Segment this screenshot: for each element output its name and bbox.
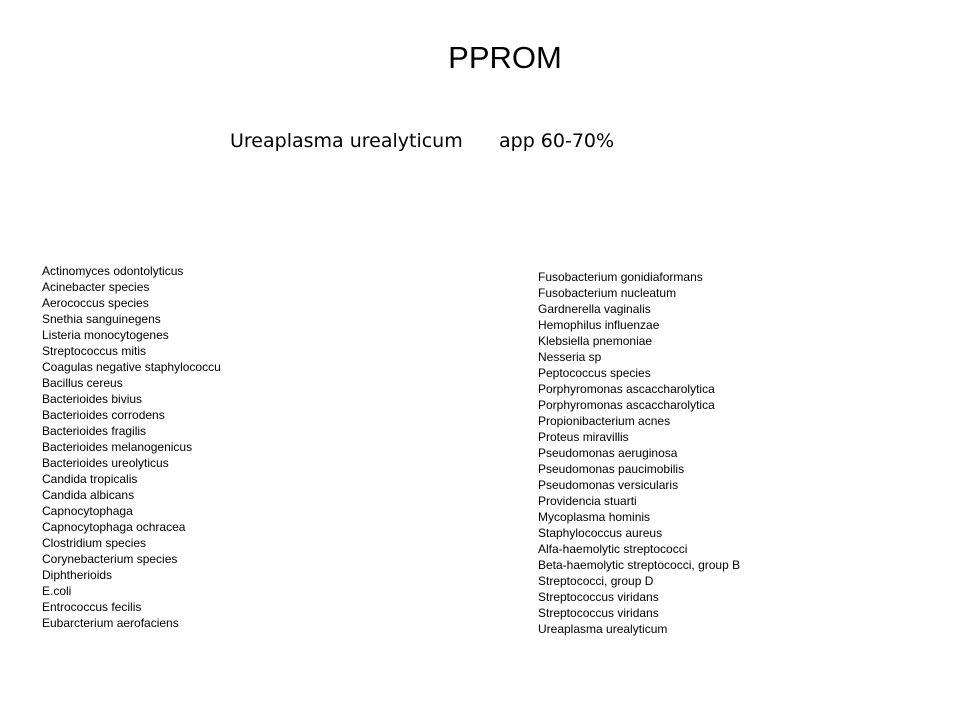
organism-list-item: Diphtherioids bbox=[42, 568, 113, 582]
organism-list-item: Corynebacterium species bbox=[42, 552, 178, 566]
organism-list-item: Gardnerella vaginalis bbox=[538, 302, 651, 316]
organism-list-item: Bacterioides corrodens bbox=[42, 408, 165, 422]
organism-list-item: Candida albicans bbox=[42, 488, 135, 502]
organism-list-item: Bacillus cereus bbox=[42, 376, 123, 390]
organism-list-item: Porphyromonas ascaccharolytica bbox=[538, 398, 715, 412]
organism-list-item: Listeria monocytogenes bbox=[42, 328, 169, 342]
organism-list-item: Mycoplasma hominis bbox=[538, 510, 651, 524]
organism-list-item: Providencia stuarti bbox=[538, 494, 637, 508]
slide-subtitle bbox=[230, 126, 615, 156]
organism-list-item: Peptococcus species bbox=[538, 366, 651, 380]
organism-list-item: Fusobacterium gonidiaformans bbox=[538, 270, 703, 284]
organism-list-item: Streptococcus viridans bbox=[538, 590, 659, 604]
organism-list-item: Capnocytophaga ochracea bbox=[42, 520, 186, 534]
organism-list-item: Ureaplasma urealyticum bbox=[538, 622, 668, 636]
organism-list-item: Beta-haemolytic streptococci, group B bbox=[538, 558, 741, 572]
slide-title: PPROM bbox=[448, 40, 562, 75]
organism-list-item: Pseudomonas aeruginosa bbox=[538, 446, 678, 460]
organism-list-item: Hemophilus influenzae bbox=[538, 318, 660, 332]
organism-list-item: Acinebacter species bbox=[42, 280, 150, 294]
organism-list-item: E.coli bbox=[42, 584, 72, 598]
organism-list-item: Coagulas negative staphylococcu bbox=[42, 360, 221, 374]
organism-list-item: Bacterioides bivius bbox=[42, 392, 143, 406]
organism-list-item: Klebsiella pnemoniae bbox=[538, 334, 653, 348]
subtitle-organism: Ureaplasma urealyticum bbox=[230, 130, 463, 152]
organism-list-left bbox=[42, 263, 221, 631]
organism-list-item: Snethia sanguinegens bbox=[42, 312, 161, 326]
organism-list-item: Streptococci, group D bbox=[538, 574, 654, 588]
organism-list-item: Streptococcus viridans bbox=[538, 606, 659, 620]
organism-list-item: Nesseria sp bbox=[538, 350, 602, 364]
organism-list-item: Pseudomonas paucimobilis bbox=[538, 462, 685, 476]
organism-list-item: Propionibacterium acnes bbox=[538, 414, 671, 428]
organism-list-item: Eubarcterium aerofaciens bbox=[42, 616, 179, 630]
organism-list-item: Alfa-haemolytic streptococci bbox=[538, 542, 688, 556]
organism-list-item: Capnocytophaga bbox=[42, 504, 133, 518]
organism-list-item: Porphyromonas ascaccharolytica bbox=[538, 382, 715, 396]
organism-list-item: Candida tropicalis bbox=[42, 472, 138, 486]
organism-list-item: Staphylococcus aureus bbox=[538, 526, 663, 540]
organism-list-item: Bacterioides ureolyticus bbox=[42, 456, 169, 470]
organism-list-item: Clostridium species bbox=[42, 536, 147, 550]
organism-list-item: Bacterioides melanogenicus bbox=[42, 440, 193, 454]
organism-list-item: Fusobacterium nucleatum bbox=[538, 286, 677, 300]
organism-list-item: Pseudomonas versicularis bbox=[538, 478, 679, 492]
organism-list-item: Bacterioides fragilis bbox=[42, 424, 147, 438]
organism-list-item: Streptococcus mitis bbox=[42, 344, 147, 358]
organism-list-right bbox=[538, 269, 740, 637]
organism-list-item: Proteus miravillis bbox=[538, 430, 629, 444]
subtitle-percentage: app 60-70% bbox=[499, 130, 615, 152]
organism-list-item: Aerococcus species bbox=[42, 296, 149, 310]
organism-list-item: Actinomyces odontolyticus bbox=[42, 264, 184, 278]
organism-list-item: Entrococcus fecilis bbox=[42, 600, 142, 614]
